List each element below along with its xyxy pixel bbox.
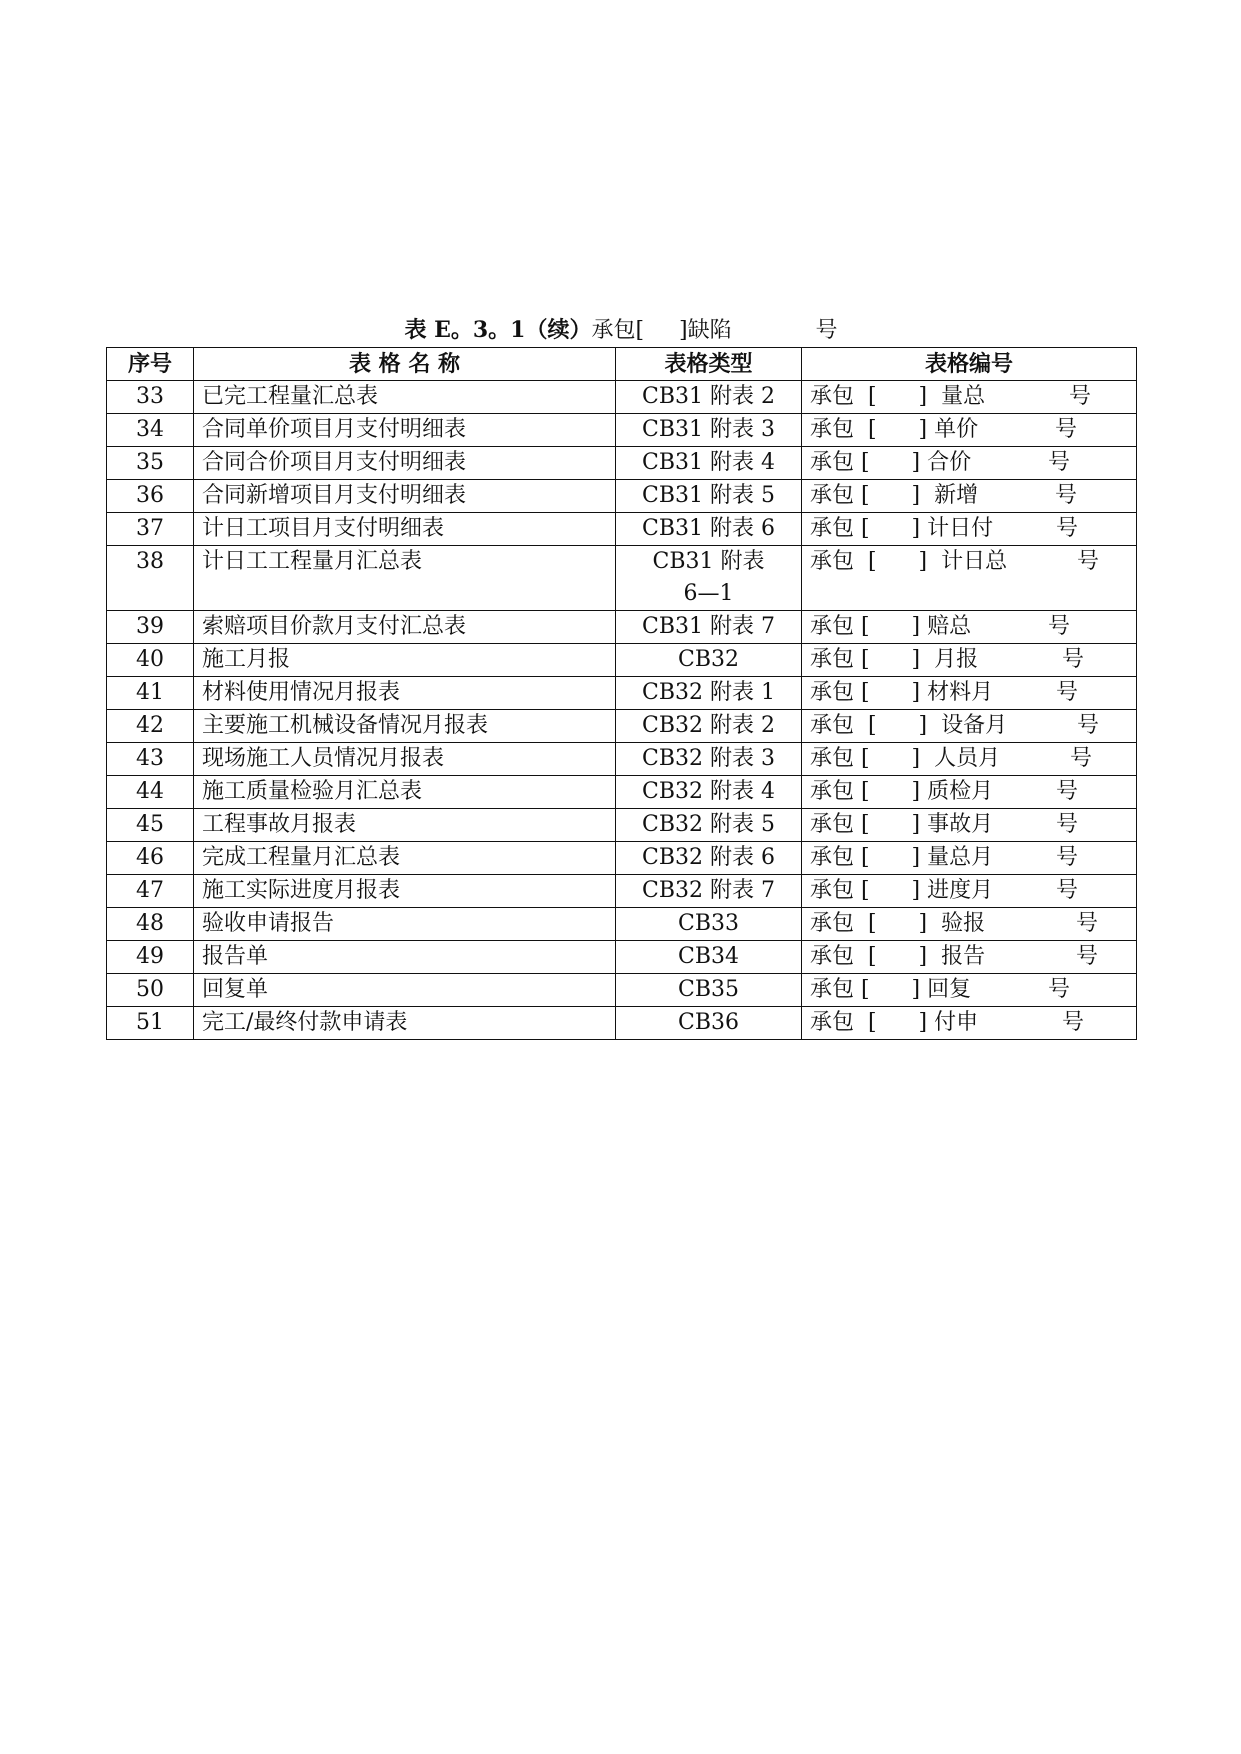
row-seq: 45 (107, 809, 194, 842)
row-form-type: CB32 附表 7 (616, 875, 802, 908)
row-form-type: CB32 (616, 644, 802, 677)
row-form-code: 承包 [ ] 事故月 号 (802, 809, 1137, 842)
header-type: 表格类型 (616, 348, 802, 381)
table-row (107, 1007, 1137, 1040)
row-form-name: 完成工程量月汇总表 (194, 842, 616, 875)
table-row (107, 447, 1137, 480)
row-form-code: 承包 [ ] 单价 号 (802, 414, 1137, 447)
row-seq: 51 (107, 1007, 194, 1040)
row-form-name: 合同单价项目月支付明细表 (194, 414, 616, 447)
row-form-type: CB31 附表 5 (616, 480, 802, 513)
row-form-type: CB32 附表 1 (616, 677, 802, 710)
row-form-name: 施工实际进度月报表 (194, 875, 616, 908)
row-form-type: CB32 附表 5 (616, 809, 802, 842)
row-form-code: 承包 [ ] 量总 号 (802, 381, 1137, 414)
row-form-name: 材料使用情况月报表 (194, 677, 616, 710)
row-form-type: CB31 附表 3 (616, 414, 802, 447)
row-form-type: CB34 (616, 941, 802, 974)
row-form-name: 验收申请报告 (194, 908, 616, 941)
caption-code: 承包[ ]缺陷 号 (591, 318, 838, 343)
header-row (107, 348, 1137, 381)
header-seq: 序号 (107, 348, 194, 381)
row-form-type: CB33 (616, 908, 802, 941)
row-seq: 42 (107, 710, 194, 743)
row-form-name: 已完工程量汇总表 (194, 381, 616, 414)
row-form-name: 回复单 (194, 974, 616, 1007)
row-form-type: CB31 附表 6—1 (616, 546, 802, 611)
row-seq: 39 (107, 611, 194, 644)
header-code: 表格编号 (802, 348, 1137, 381)
row-form-code: 承包 [ ] 赔总 号 (802, 611, 1137, 644)
row-seq: 33 (107, 381, 194, 414)
row-form-name: 主要施工机械设备情况月报表 (194, 710, 616, 743)
table-row (107, 809, 1137, 842)
row-form-name: 工程事故月报表 (194, 809, 616, 842)
table-row (107, 908, 1137, 941)
row-form-code: 承包 [ ] 验报 号 (802, 908, 1137, 941)
row-form-type: CB32 附表 3 (616, 743, 802, 776)
row-seq: 37 (107, 513, 194, 546)
row-form-code: 承包 [ ] 报告 号 (802, 941, 1137, 974)
row-form-type: CB31 附表 7 (616, 611, 802, 644)
row-form-code: 承包 [ ] 人员月 号 (802, 743, 1137, 776)
caption-title: 表 E。3。1（续） (404, 317, 592, 343)
table-row (107, 611, 1137, 644)
row-form-name: 施工质量检验月汇总表 (194, 776, 616, 809)
row-form-code: 承包 [ ] 回复 号 (802, 974, 1137, 1007)
row-form-code: 承包 [ ] 质检月 号 (802, 776, 1137, 809)
row-form-type: CB36 (616, 1007, 802, 1040)
row-seq: 49 (107, 941, 194, 974)
row-form-code: 承包 [ ] 付申 号 (802, 1007, 1137, 1040)
row-form-code: 承包 [ ] 材料月 号 (802, 677, 1137, 710)
table-caption (106, 313, 1136, 347)
row-form-name: 索赔项目价款月支付汇总表 (194, 611, 616, 644)
row-form-code: 承包 [ ] 新增 号 (802, 480, 1137, 513)
table-row (107, 644, 1137, 677)
table-row (107, 875, 1137, 908)
row-form-code: 承包 [ ] 月报 号 (802, 644, 1137, 677)
header-name: 表 格 名 称 (194, 348, 616, 381)
row-form-name: 计日工工程量月汇总表 (194, 546, 616, 611)
row-form-code: 承包 [ ] 进度月 号 (802, 875, 1137, 908)
row-seq: 50 (107, 974, 194, 1007)
table-row (107, 480, 1137, 513)
table-row (107, 710, 1137, 743)
row-form-name: 计日工项目月支付明细表 (194, 513, 616, 546)
row-seq: 40 (107, 644, 194, 677)
forms-table (106, 347, 1137, 1040)
row-form-type: CB32 附表 2 (616, 710, 802, 743)
row-form-code: 承包 [ ] 计日付 号 (802, 513, 1137, 546)
row-form-name: 合同新增项目月支付明细表 (194, 480, 616, 513)
row-seq: 46 (107, 842, 194, 875)
row-seq: 36 (107, 480, 194, 513)
table-row (107, 842, 1137, 875)
table-row (107, 743, 1137, 776)
row-form-code: 承包 [ ] 合价 号 (802, 447, 1137, 480)
row-seq: 47 (107, 875, 194, 908)
row-form-name: 合同合价项目月支付明细表 (194, 447, 616, 480)
row-form-name: 完工/最终付款申请表 (194, 1007, 616, 1040)
row-seq: 44 (107, 776, 194, 809)
table-row (107, 546, 1137, 611)
table-row (107, 381, 1137, 414)
row-seq: 35 (107, 447, 194, 480)
table-row (107, 974, 1137, 1007)
row-form-name: 现场施工人员情况月报表 (194, 743, 616, 776)
row-seq: 43 (107, 743, 194, 776)
table-row (107, 677, 1137, 710)
row-form-type: CB35 (616, 974, 802, 1007)
table-row (107, 941, 1137, 974)
row-form-type: CB31 附表 6 (616, 513, 802, 546)
row-seq: 38 (107, 546, 194, 611)
row-form-code: 承包 [ ] 设备月 号 (802, 710, 1137, 743)
row-form-name: 施工月报 (194, 644, 616, 677)
row-seq: 48 (107, 908, 194, 941)
row-form-type: CB32 附表 4 (616, 776, 802, 809)
table-row (107, 776, 1137, 809)
row-form-code: 承包 [ ] 量总月 号 (802, 842, 1137, 875)
row-form-type: CB31 附表 2 (616, 381, 802, 414)
row-form-name: 报告单 (194, 941, 616, 974)
row-form-type: CB32 附表 6 (616, 842, 802, 875)
table-row (107, 513, 1137, 546)
table-row (107, 414, 1137, 447)
row-seq: 34 (107, 414, 194, 447)
row-form-type: CB31 附表 4 (616, 447, 802, 480)
row-seq: 41 (107, 677, 194, 710)
row-form-code: 承包 [ ] 计日总 号 (802, 546, 1137, 611)
